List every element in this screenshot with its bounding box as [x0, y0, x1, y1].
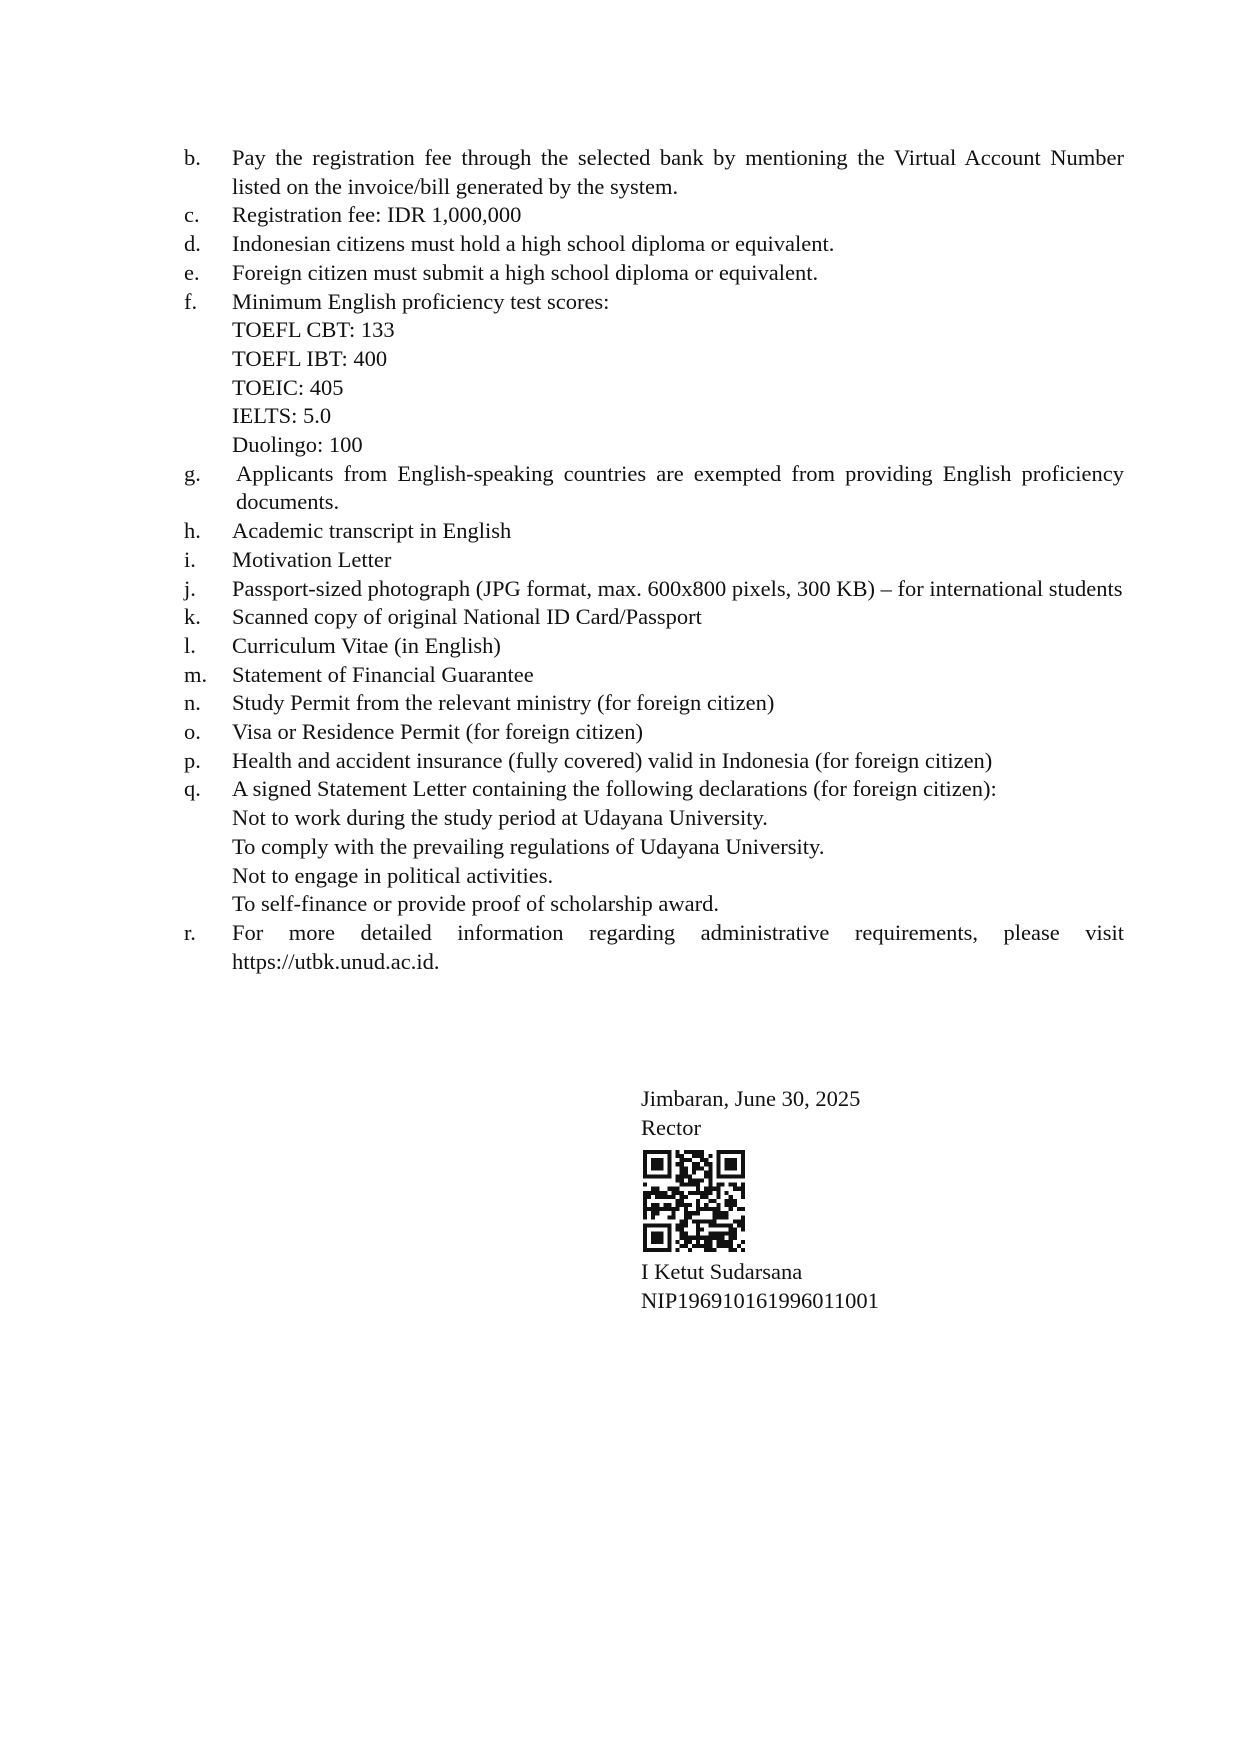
list-item [184, 575, 1124, 604]
signatory-name: I Ketut Sudarsana [641, 1259, 803, 1285]
list-text: Indonesian citizens must hold a high school diploma or equivalent. [232, 231, 835, 257]
list-text [232, 775, 1124, 919]
list-marker: i. [184, 546, 196, 572]
list-item [184, 632, 1124, 661]
list-item [184, 546, 1124, 575]
signatory-nip: NIP196910161996011001 [641, 1288, 879, 1314]
score-ielts: IELTS: 5.0 [232, 403, 332, 429]
list-text: For more detailed information regarding administrative requirements, please visit https://utbk.unud.ac.id. [232, 919, 1124, 974]
list-text: Study Permit from the relevant ministry (for foreign citizen) [232, 690, 775, 716]
list-text: Registration fee: IDR 1,000,000 [232, 202, 522, 228]
declaration-item: Not to engage in political activities. [232, 862, 554, 888]
list-marker: l. [184, 632, 196, 658]
list-item [184, 718, 1124, 747]
list-marker: f. [184, 288, 198, 314]
score-toefl-cbt: TOEFL CBT: 133 [232, 317, 395, 343]
list-text: Foreign citizen must submit a high school diploma or equivalent. [232, 259, 819, 285]
list-item [184, 775, 1124, 919]
declaration-item: To self-finance or provide proof of scholarship award. [232, 891, 720, 917]
list-marker: h. [184, 518, 201, 544]
signature-position: Rector [641, 1114, 701, 1140]
list-text: Health and accident insurance (fully covered) valid in Indonesia (for foreign citizen) [232, 747, 993, 773]
list-marker: q. [184, 776, 201, 802]
list-marker: o. [184, 719, 201, 745]
list-item [184, 919, 1124, 976]
score-toefl-ibt: TOEFL IBT: 400 [232, 345, 388, 371]
list-item [184, 747, 1124, 776]
list-text-main: A signed Statement Letter containing the following declarations (for foreign citizen): [232, 776, 997, 802]
list-marker: r. [184, 919, 196, 945]
list-item [184, 144, 1124, 201]
list-text: Visa or Residence Permit (for foreign citizen) [232, 719, 643, 745]
list-item [184, 661, 1124, 690]
list-item [184, 517, 1124, 546]
requirements-list [184, 144, 1124, 976]
list-text: Scanned copy of original National ID Card/Passport [232, 604, 702, 630]
list-marker: m. [184, 661, 208, 687]
list-marker: g. [184, 460, 201, 486]
score-duolingo: Duolingo: 100 [232, 432, 363, 458]
list-item [184, 201, 1124, 230]
list-marker: j. [184, 575, 196, 601]
declaration-item: Not to work during the study period at Udayana University. [232, 805, 768, 831]
list-marker: k. [184, 604, 201, 630]
list-item [184, 689, 1124, 718]
list-item [184, 259, 1124, 288]
list-text [232, 288, 1124, 460]
declaration-item: To comply with the prevailing regulations of Udayana University. [232, 833, 825, 859]
list-item [184, 288, 1124, 460]
list-text: Statement of Financial Guarantee [232, 661, 534, 687]
list-item [184, 460, 1124, 517]
score-toeic: TOEIC: 405 [232, 374, 344, 400]
list-item [184, 230, 1124, 259]
list-text: Academic transcript in English [232, 518, 512, 544]
list-marker: d. [184, 231, 201, 257]
list-marker: n. [184, 690, 201, 716]
list-text-main: Minimum English proficiency test scores: [232, 288, 610, 314]
qr-code-icon [643, 1150, 745, 1252]
list-marker: e. [184, 259, 200, 285]
list-marker: c. [184, 202, 200, 228]
list-marker: b. [184, 145, 201, 170]
list-item [184, 603, 1124, 632]
signature-place-date: Jimbaran, June 30, 2025 [641, 1086, 861, 1111]
list-text: Pay the registration fee through the selected bank by mentioning the Virtual Account Number listed on the invoice/bill generated by the system. [232, 145, 1124, 199]
list-text: Motivation Letter [232, 546, 392, 572]
list-text: Passport-sized photograph (JPG format, max. 600x800 pixels, 300 KB) – for international students [232, 575, 1123, 601]
signature-block [641, 1085, 879, 1316]
list-text: Applicants from English-speaking countries are exempted from providing English proficiency documents. [236, 460, 1124, 515]
list-marker: p. [184, 747, 201, 773]
list-text: Curriculum Vitae (in English) [232, 632, 501, 658]
